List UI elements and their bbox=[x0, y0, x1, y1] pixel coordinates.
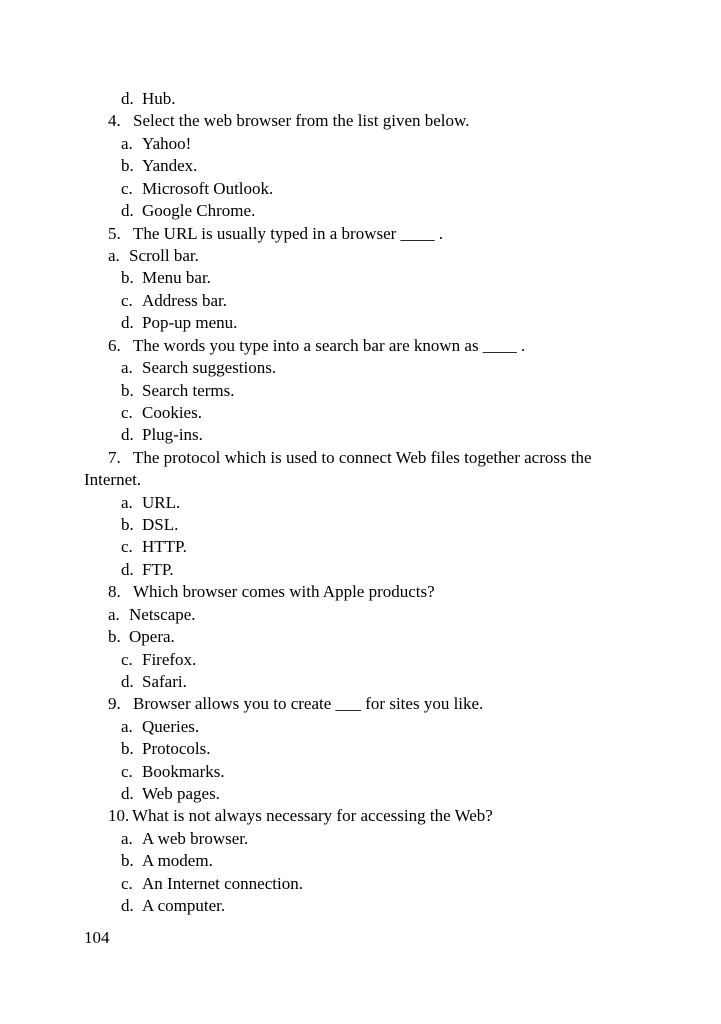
item-marker: b. bbox=[108, 627, 121, 647]
item-marker: c. bbox=[121, 290, 133, 310]
item-text: A modem. bbox=[142, 851, 213, 871]
item-text: Microsoft Outlook. bbox=[142, 178, 274, 198]
item-text: Yandex. bbox=[142, 156, 198, 176]
item-text: A web browser. bbox=[142, 828, 249, 848]
item-text: Firefox. bbox=[142, 649, 197, 669]
item-marker: a. bbox=[121, 133, 133, 153]
item-text: Search terms. bbox=[142, 380, 235, 400]
item-marker: b. bbox=[121, 156, 134, 176]
answer-option bbox=[121, 89, 176, 109]
item-text: The protocol which is used to connect Web files together across the bbox=[133, 447, 592, 467]
item-text: Pop-up menu. bbox=[142, 313, 238, 333]
item-marker: a. bbox=[121, 828, 133, 848]
item-marker: d. bbox=[121, 671, 134, 691]
question bbox=[108, 448, 592, 468]
item-text: DSL. bbox=[142, 515, 179, 534]
item-marker: a. bbox=[121, 492, 133, 512]
answer-option bbox=[121, 762, 225, 782]
item-marker: a. bbox=[121, 716, 133, 736]
item-marker: b. bbox=[121, 380, 134, 400]
answer-option bbox=[121, 829, 248, 849]
item-text: Cookies. bbox=[142, 402, 202, 422]
item-marker: 7. bbox=[108, 447, 121, 467]
answer-option bbox=[121, 717, 199, 737]
item-text: Netscape. bbox=[129, 604, 196, 624]
item-text: An Internet connection. bbox=[142, 873, 303, 893]
answer-option bbox=[121, 650, 196, 670]
item-marker: d. bbox=[121, 89, 134, 108]
item-text: Protocols. bbox=[142, 739, 211, 759]
answer-option bbox=[121, 425, 203, 445]
answer-option bbox=[121, 134, 191, 154]
answer-option bbox=[121, 672, 187, 692]
item-marker: 5. bbox=[108, 223, 121, 243]
answer-option bbox=[121, 291, 227, 311]
item-marker: d. bbox=[121, 896, 134, 916]
item-text: Hub. bbox=[142, 89, 176, 108]
answer-option bbox=[121, 381, 235, 401]
answer-option bbox=[121, 358, 276, 378]
item-text: Select the web browser from the list given below. bbox=[133, 111, 470, 131]
question bbox=[108, 694, 483, 714]
item-marker: b. bbox=[121, 268, 134, 288]
item-text: Web pages. bbox=[142, 784, 220, 803]
item-marker: c. bbox=[121, 873, 133, 893]
page-number: 104 bbox=[84, 928, 110, 947]
item-text: HTTP. bbox=[142, 537, 187, 557]
item-marker: a. bbox=[108, 604, 120, 624]
item-text: Google Chrome. bbox=[142, 201, 256, 221]
item-marker: 4. bbox=[108, 111, 121, 131]
item-text: Plug-ins. bbox=[142, 425, 203, 445]
item-text: Opera. bbox=[129, 627, 175, 647]
item-text: The URL is usually typed in a browser ____ . bbox=[133, 223, 444, 243]
answer-option bbox=[121, 515, 178, 535]
item-text: Address bar. bbox=[142, 290, 227, 310]
answer-option bbox=[121, 851, 213, 871]
question bbox=[108, 224, 443, 244]
question bbox=[108, 806, 493, 826]
answer-option bbox=[121, 896, 225, 916]
item-marker: d. bbox=[121, 559, 134, 579]
item-marker: 8. bbox=[108, 582, 121, 602]
item-marker: c. bbox=[121, 178, 133, 198]
answer-option bbox=[121, 201, 255, 221]
answer-option bbox=[121, 784, 220, 804]
item-text: FTP. bbox=[142, 559, 174, 579]
question bbox=[108, 336, 525, 356]
item-text: The words you type into a search bar are known as ____ . bbox=[133, 335, 526, 355]
item-text: Safari. bbox=[142, 671, 187, 691]
item-text: Menu bar. bbox=[142, 268, 211, 288]
answer-option bbox=[108, 627, 175, 647]
item-text: A computer. bbox=[142, 896, 226, 916]
answer-option bbox=[121, 403, 202, 423]
item-marker: c. bbox=[121, 649, 133, 669]
answer-option bbox=[108, 605, 196, 625]
item-marker: b. bbox=[121, 515, 134, 534]
answer-option bbox=[121, 268, 211, 288]
question-continuation bbox=[84, 470, 141, 490]
item-marker: d. bbox=[121, 784, 134, 803]
answer-option bbox=[121, 537, 187, 557]
item-marker: 9. bbox=[108, 694, 121, 714]
item-marker: 6. bbox=[108, 335, 121, 355]
item-text: What is not always necessary for accessing the Web? bbox=[132, 806, 493, 826]
question bbox=[108, 582, 435, 602]
item-text: Internet. bbox=[84, 470, 142, 490]
item-marker: c. bbox=[121, 402, 133, 422]
item-marker: 10. bbox=[108, 806, 130, 826]
item-text: Queries. bbox=[142, 716, 200, 736]
item-text: Search suggestions. bbox=[142, 358, 277, 377]
answer-option bbox=[121, 493, 180, 513]
question bbox=[108, 111, 469, 131]
item-marker: c. bbox=[121, 761, 133, 781]
answer-option bbox=[121, 560, 174, 580]
item-marker: d. bbox=[121, 425, 134, 445]
item-marker: c. bbox=[121, 537, 133, 557]
answer-option bbox=[121, 313, 237, 333]
item-text: Browser allows you to create ___ for sites you like. bbox=[133, 694, 484, 714]
item-marker: d. bbox=[121, 201, 134, 221]
item-text: Bookmarks. bbox=[142, 761, 225, 781]
answer-option bbox=[108, 246, 199, 266]
item-marker: b. bbox=[121, 739, 134, 759]
item-marker: d. bbox=[121, 313, 134, 333]
answer-option bbox=[121, 739, 210, 759]
answer-option bbox=[121, 179, 273, 199]
item-marker: a. bbox=[108, 245, 120, 265]
item-text: Which browser comes with Apple products? bbox=[133, 582, 435, 602]
item-marker: b. bbox=[121, 851, 134, 871]
item-text: Yahoo! bbox=[142, 133, 192, 153]
answer-option bbox=[121, 156, 197, 176]
item-text: URL. bbox=[142, 492, 181, 512]
answer-option bbox=[121, 874, 303, 894]
item-text: Scroll bar. bbox=[129, 245, 199, 265]
item-marker: a. bbox=[121, 358, 133, 377]
